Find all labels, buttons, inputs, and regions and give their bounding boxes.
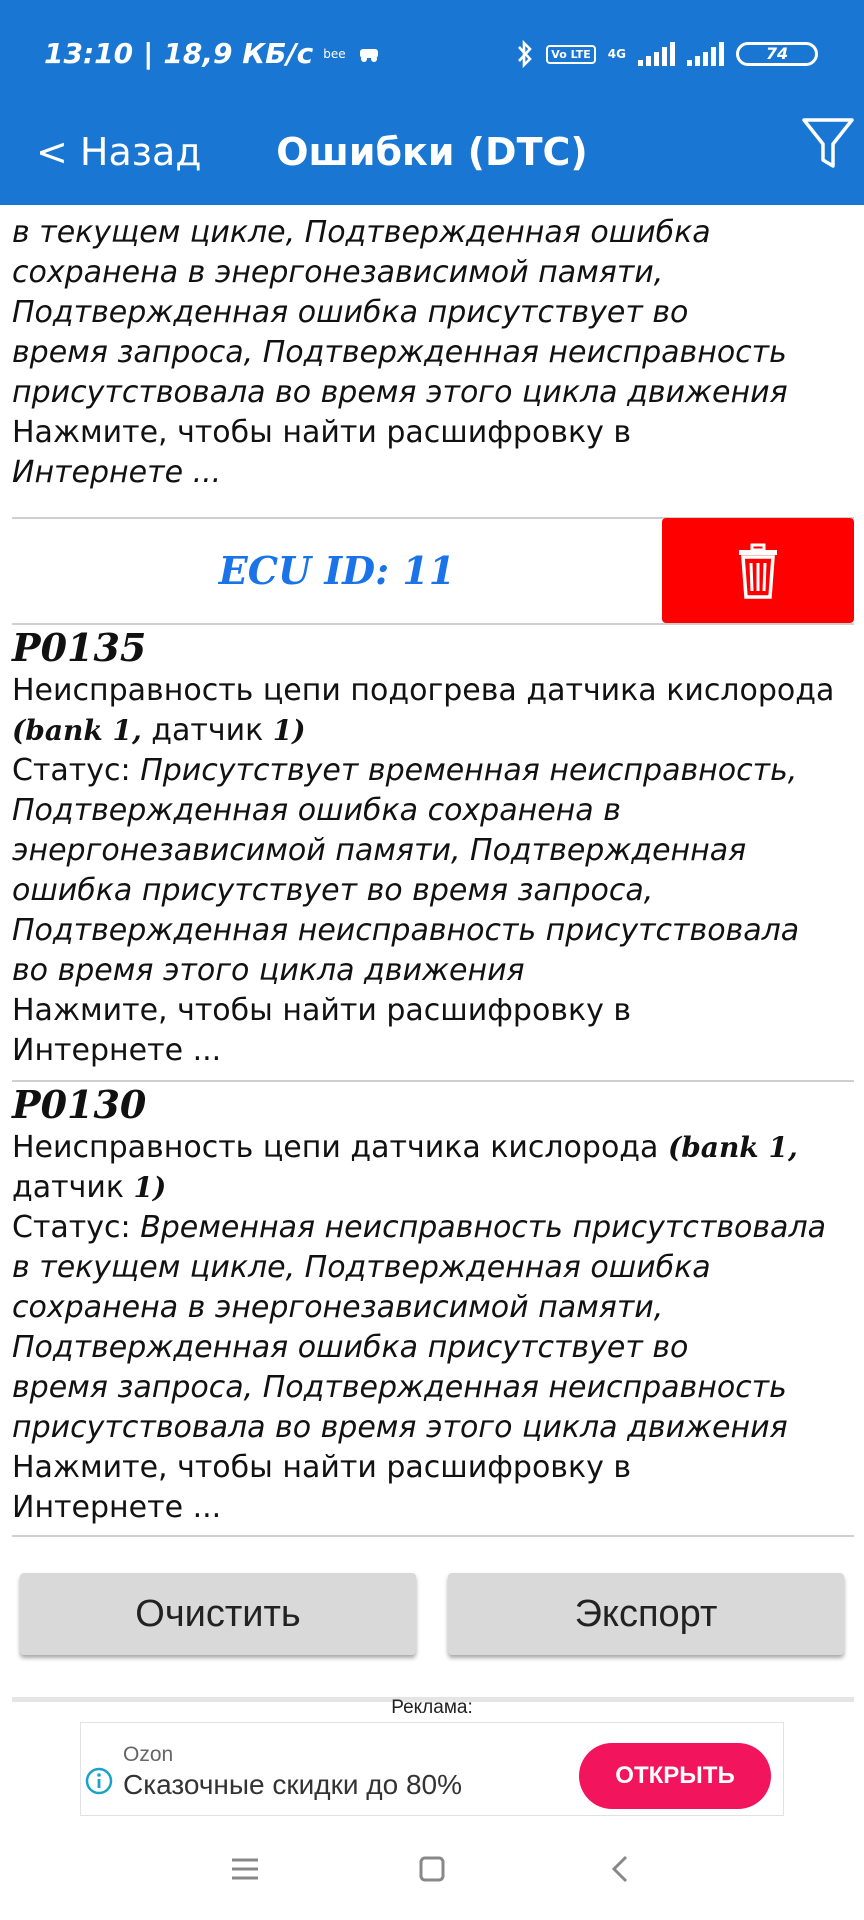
export-button[interactable]: Экспорт (448, 1573, 844, 1655)
bluetooth-icon (516, 39, 534, 69)
status-line: Подтвержденная ошибка сохранена в (12, 793, 621, 828)
status-line: в текущем цикле, Подтвержденная ошибка (12, 1250, 711, 1285)
ad-label: Реклама: (391, 1697, 473, 1718)
desc-num: 1) (272, 714, 306, 747)
dtc-description (12, 671, 852, 751)
status-line: Подтвержденная ошибка присутствует во (12, 1330, 689, 1365)
search-line: Нажмите, чтобы найти расшифровку в (12, 1450, 632, 1485)
status-value: Присутствует временная неисправность, (140, 753, 798, 788)
ad-headline: Сказочные скидки до 80% (123, 1769, 462, 1800)
status-line: присутствовала во время этого цикла движения (12, 1410, 788, 1445)
clear-button[interactable]: Очистить (20, 1573, 416, 1655)
page-title: Ошибки (DTC) (276, 130, 588, 174)
list-item[interactable] (0, 205, 864, 493)
delete-button[interactable] (662, 518, 854, 623)
home-nav-button[interactable] (407, 1844, 457, 1894)
menu-nav-button[interactable] (220, 1844, 270, 1894)
status-label: Статус: (12, 753, 141, 788)
filter-button[interactable] (800, 114, 860, 184)
status-text (12, 1208, 852, 1448)
info-icon[interactable] (85, 1767, 113, 1795)
status-right (516, 32, 818, 76)
dtc-code: P0135 (12, 625, 147, 670)
back-button[interactable]: < Назад (36, 130, 202, 174)
dtc-description (12, 1128, 852, 1208)
desc-sensor: датчик (141, 713, 273, 748)
status-line: энергонезависимой памяти, Подтвержденная (12, 833, 747, 868)
status-left (44, 34, 382, 74)
toolbar (0, 100, 864, 205)
back-nav-button[interactable] (596, 1844, 646, 1894)
status-line: время запроса, Подтвержденная неисправность (12, 1370, 787, 1405)
status-label: Статус: (12, 1210, 141, 1245)
trash-icon (737, 543, 779, 599)
status-line: во время этого цикла движения (12, 953, 525, 988)
desc-bank: (bank 1, (12, 714, 142, 747)
search-line: Интернете ... (12, 1490, 222, 1525)
search-line: Интернете ... (12, 455, 222, 490)
search-link[interactable] (12, 1448, 852, 1528)
list-item[interactable] (0, 1082, 864, 1528)
filter-icon (800, 114, 856, 172)
signal-1-icon (638, 42, 675, 66)
status-line (12, 751, 852, 791)
desc-num: 1) (133, 1171, 167, 1204)
desc-line (12, 1128, 852, 1168)
list-item[interactable] (0, 625, 864, 1071)
status-line: ошибка присутствует во время запроса, (12, 873, 654, 908)
status-text (12, 751, 852, 991)
status-line: сохранена в энергонезависимой памяти, (12, 255, 664, 290)
desc-line (12, 711, 852, 751)
search-line: Интернете ... (12, 1033, 222, 1068)
dtc-code: P0130 (12, 1082, 147, 1127)
search-line: Нажмите, чтобы найти расшифровку в (12, 993, 632, 1028)
operator-tag: bee (323, 47, 346, 61)
ecu-id-label: ECU ID: 11 (218, 548, 456, 593)
menu-icon (220, 1844, 270, 1894)
system-navigation (0, 1818, 864, 1920)
desc-sensor: датчик (12, 1170, 134, 1205)
status-line: Подтвержденная неисправность присутствовала (12, 913, 800, 948)
clock: 13:10 (44, 37, 134, 70)
signal-2-icon (687, 42, 724, 66)
volte-badge: Vo LTE (546, 45, 596, 64)
desc-line (12, 1168, 852, 1208)
ecu-row (12, 518, 854, 623)
search-line: Нажмите, чтобы найти расшифровку в (12, 415, 632, 450)
ad-banner[interactable] (80, 1722, 784, 1816)
battery-indicator: 74 (736, 42, 818, 66)
status-bar (0, 0, 864, 100)
search-link[interactable] (12, 413, 852, 493)
status-line: присутствовала во время этого цикла движения (12, 375, 788, 410)
dtc-list[interactable] (0, 205, 864, 1810)
search-link[interactable] (12, 991, 852, 1071)
status-line: сохранена в энергонезависимой памяти, (12, 1290, 664, 1325)
status-line: время запроса, Подтвержденная неисправность (12, 335, 787, 370)
app-bar (0, 0, 864, 205)
divider (12, 1535, 854, 1537)
desc-line: Неисправность цепи подогрева датчика кислорода (12, 673, 835, 708)
ad-open-button[interactable]: ОТКРЫТЬ (579, 1743, 771, 1809)
status-value: Временная неисправность присутствовала (140, 1210, 826, 1245)
status-text (12, 205, 852, 413)
status-line: в текущем цикле, Подтвержденная ошибка (12, 215, 711, 250)
desc-bank: (bank 1, (667, 1131, 798, 1164)
separator: | (143, 37, 154, 70)
status-line (12, 1208, 852, 1248)
car-icon (356, 45, 382, 63)
ad-brand: Ozon (123, 1743, 174, 1766)
desc-text: Неисправность цепи датчика кислорода (12, 1130, 668, 1165)
network-speed: 18,9 КБ/с (163, 37, 314, 70)
status-line: Подтвержденная ошибка присутствует во (12, 295, 689, 330)
home-square-icon (407, 1844, 457, 1894)
back-chevron-icon (596, 1844, 646, 1894)
network-type: 4G (607, 47, 626, 61)
